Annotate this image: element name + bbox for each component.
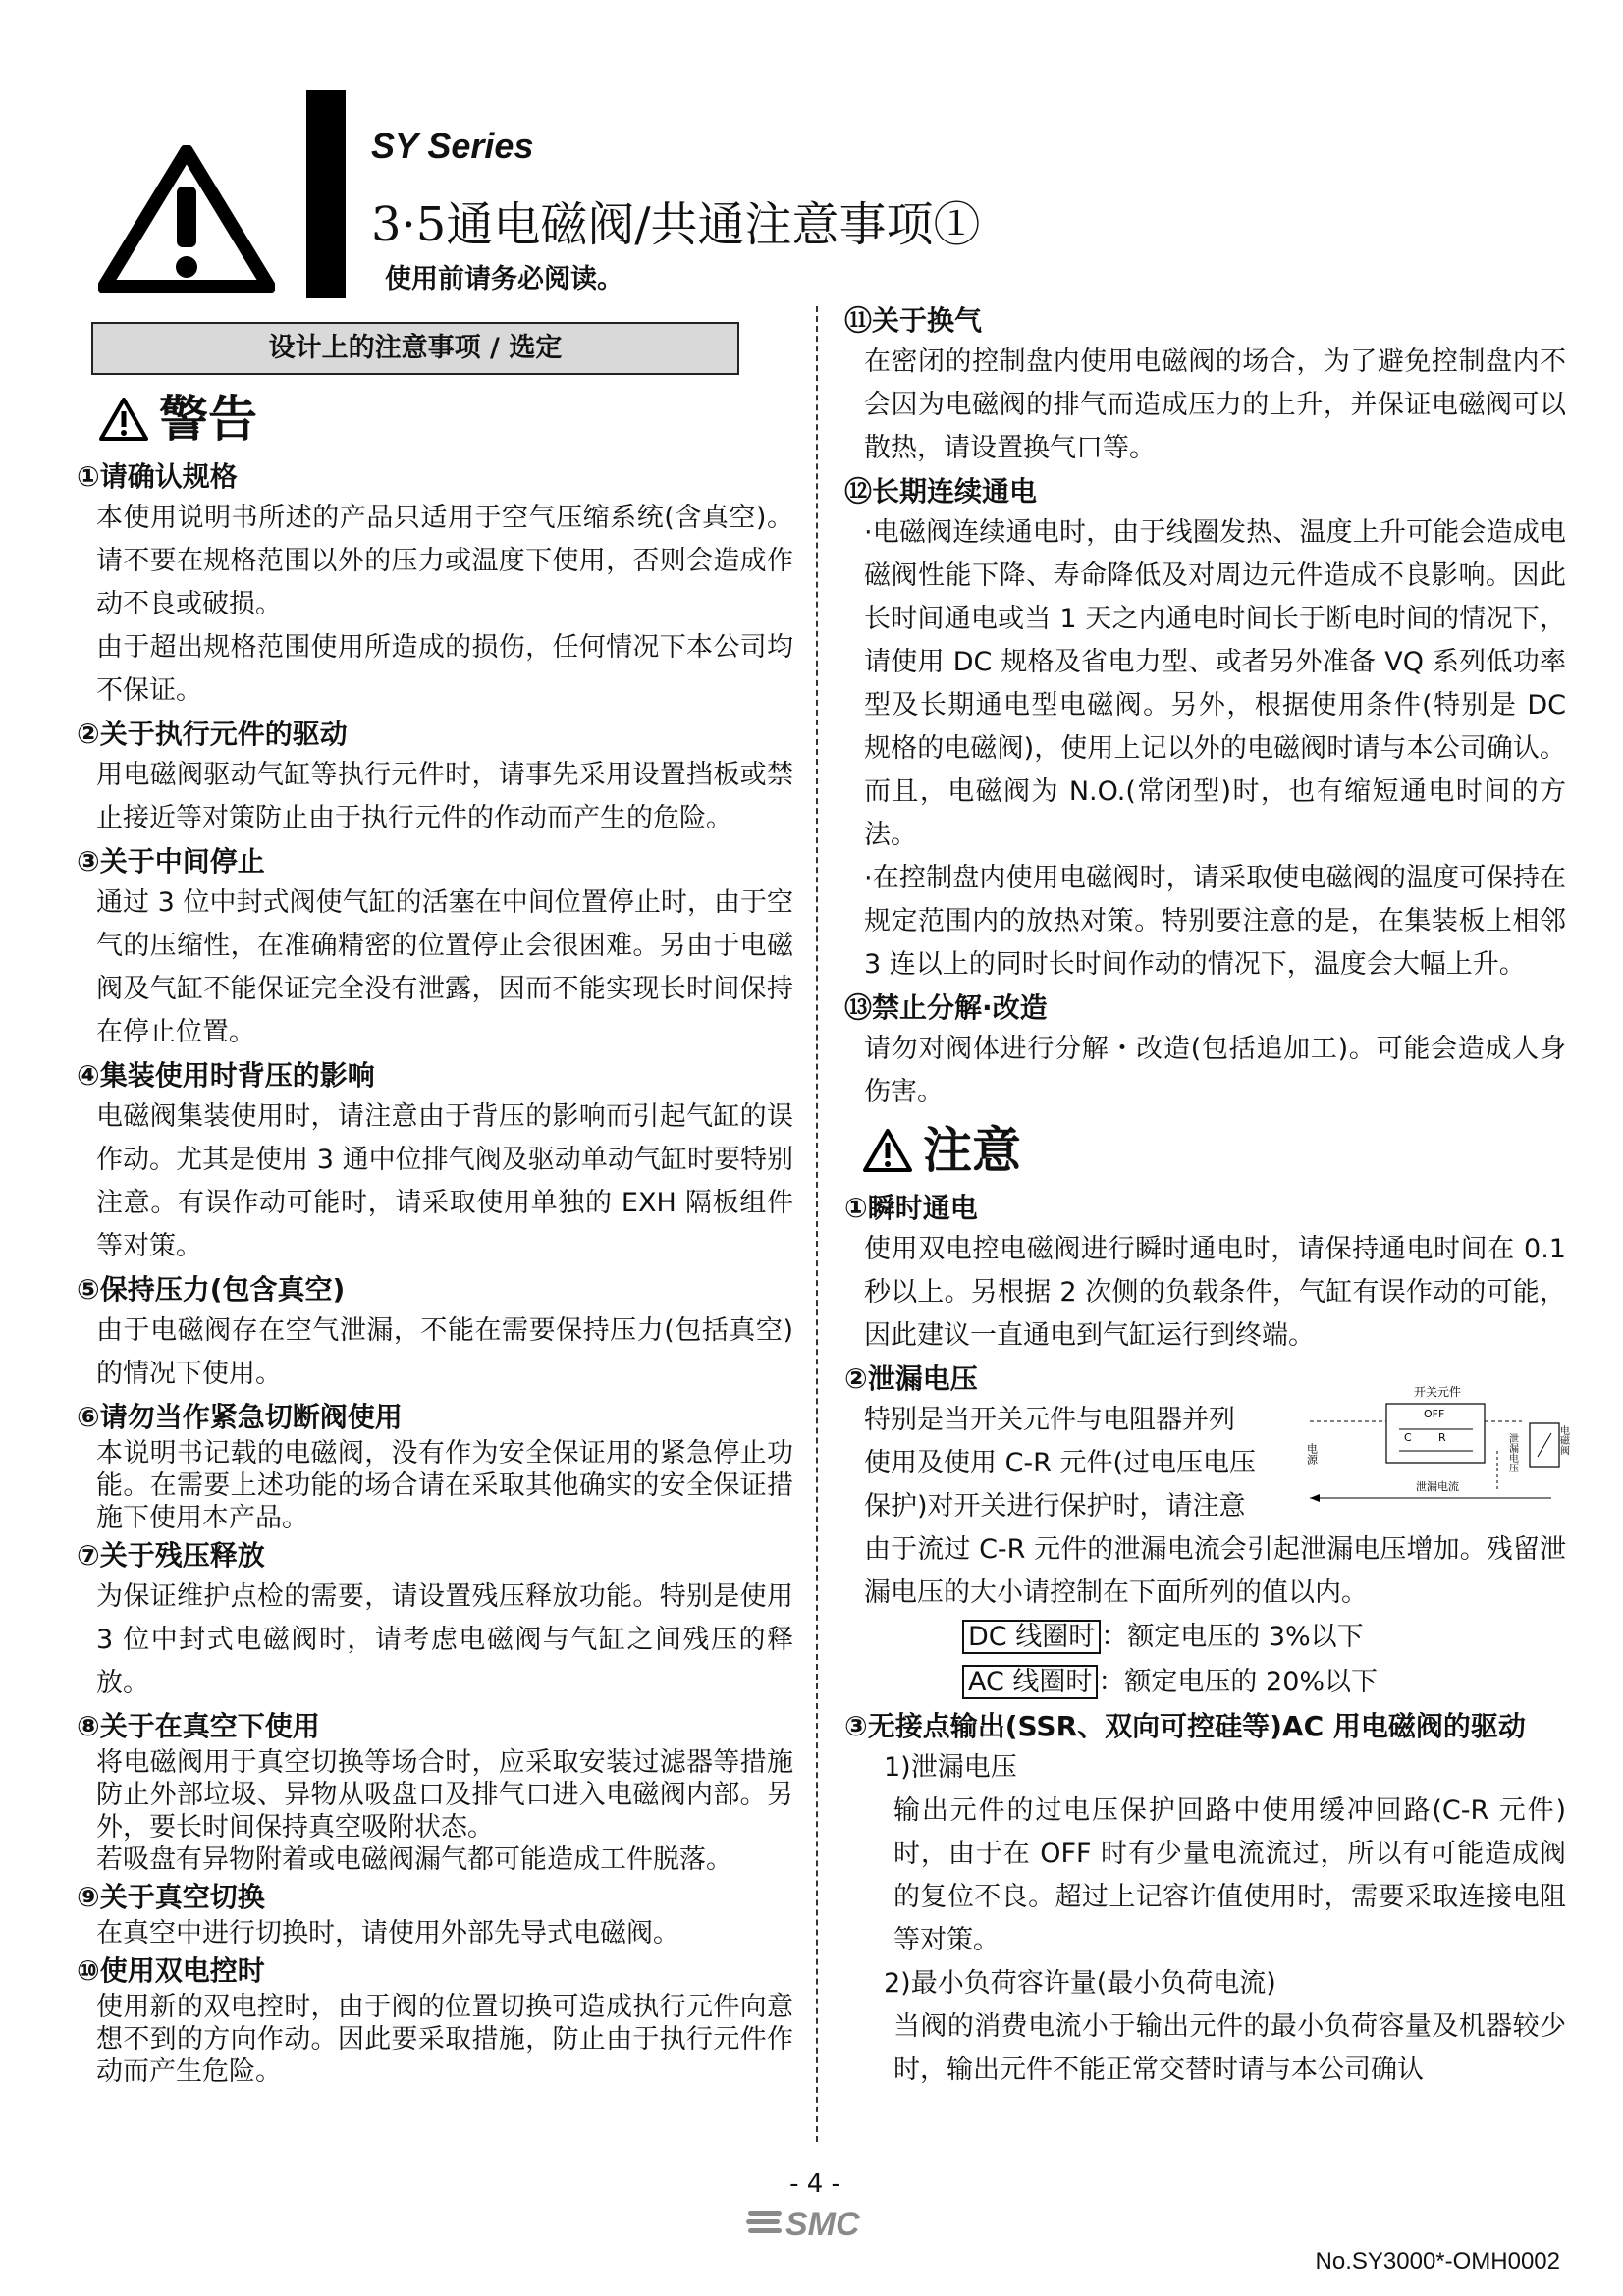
item-heading: ①瞬时通电 <box>844 1192 978 1224</box>
header-black-bar <box>306 90 346 298</box>
item-text: 将电磁阀用于真空切换等场合时，应采取安装过滤器等措施防止外部垃圾、异物从吸盘口及排气口进入电磁阀内部。另外，要长时间保持真空吸附状态。 <box>96 1747 793 1842</box>
item-text-line: 特别是当开关元件与电阻器并列 <box>864 1405 1235 1435</box>
item-text: 由于电磁阀存在空气泄漏，不能在需要保持压力(包括真空)的情况下使用。 <box>96 1315 793 1389</box>
warning-triangle-icon <box>98 145 275 293</box>
r-label: R <box>1438 1431 1446 1444</box>
item-heading: ⑧关于在真空下使用 <box>77 1710 320 1742</box>
caution-heading <box>862 1116 1566 1185</box>
page-number: - 4 - <box>789 2169 840 2199</box>
left-column <box>77 383 793 2088</box>
item-text: 本使用说明书所述的产品只适用于空气压缩系统(含真空)。请不要在规格范围以外的压力或温度下使用，否则会造成作动不良或破损。 <box>96 503 793 619</box>
item-heading: ⑨关于真空切换 <box>77 1881 265 1913</box>
column-divider <box>816 306 818 2142</box>
valve-label: 电磁阀 <box>1557 1425 1569 1455</box>
smc-logo-text: SMC <box>785 2206 860 2242</box>
item-text: 使用新的双电控时，由于阀的位置切换可造成执行元件向意想不到的方向作动。因此要采取措施，防止由于执行元件作动而产生危险。 <box>96 1992 793 2087</box>
item-heading: ⑪关于换气 <box>844 304 983 337</box>
item-text: 为保证维护点检的需要，请设置残压释放功能。特别是使用 3 位中封式电磁阀时，请考虑电磁阀与气缸之间残压的释放。 <box>96 1581 793 1698</box>
header-note: 使用前请务必阅读。 <box>385 264 623 294</box>
item-text-line: 使用及使用 C-R 元件(过电压电压 <box>864 1448 1257 1478</box>
leak-voltage-circuit-figure <box>1306 1382 1573 1525</box>
item-heading: ③无接点输出(SSR、双向可控硅等)AC 用电磁阀的驱动 <box>844 1710 1526 1742</box>
warning-icon <box>98 397 149 442</box>
dc-coil-value: ：额定电压的 3%以下 <box>1101 1622 1364 1652</box>
item-text: 请勿对阀体进行分解・改造(包括追加工)。可能会造成人身伤害。 <box>864 1034 1566 1107</box>
ac-coil-label: AC 线圈时 <box>962 1665 1098 1699</box>
page-title: 3·5通电磁阀/共通注意事项① <box>371 197 981 252</box>
off-label: OFF <box>1424 1408 1445 1420</box>
item-text: 当阀的消费电流小于输出元件的最小负荷容量及机器较少时，输出元件不能正常交替时请与本公司确认 <box>893 2011 1566 2085</box>
item-text: 用电磁阀驱动气缸等执行元件时，请事先采用设置挡板或禁止接近等对策防止由于执行元件的作动而产生的危险。 <box>96 760 793 833</box>
section-header: 设计上的注意事项 / 选定 <box>91 322 739 375</box>
item-heading: ①请确认规格 <box>77 460 238 493</box>
document-number: No.SY3000*-OMH0002 <box>1315 2248 1560 2274</box>
item-text-line: 保护)对开关进行保护时，请注意 <box>864 1491 1246 1522</box>
smc-logo <box>746 2203 884 2242</box>
item-text: 使用双电控电磁阀进行瞬时通电时，请保持通电时间在 0.1 秒以上。另根据 2 次侧的负载条件，气缸有误作动的可能，因此建议一直通电到气缸运行到终端。 <box>864 1234 1566 1351</box>
item-text: 在密闭的控制盘内使用电磁阀的场合，为了避免控制盘内不会因为电磁阀的排气而造成压力的上升，并保证电磁阀可以散热，请设置换气口等。 <box>864 347 1566 463</box>
warning-label: 警告 <box>159 391 257 448</box>
c-label: C <box>1404 1431 1412 1444</box>
leak-voltage-label: 泄漏电压 <box>1506 1433 1518 1472</box>
item-heading: ⑥请勿当作紧急切断阀使用 <box>77 1401 403 1433</box>
item-text: 由于流过 C-R 元件的泄漏电流会引起泄漏电压增加。残留泄漏电压的大小请控制在下面所列的值以内。 <box>864 1534 1566 1608</box>
dc-coil-limit <box>844 1615 1566 1660</box>
ac-coil-value: ：额定电压的 20%以下 <box>1098 1667 1379 1697</box>
item-heading: ⑬禁止分解·改造 <box>844 991 1048 1024</box>
item-text: ·在控制盘内使用电磁阀时，请采取使电磁阀的温度可保持在规定范围内的放热对策。特别要注意的是，在集装板上相邻 3 连以上的同时长时间作动的情况下，温度会大幅上升。 <box>864 863 1566 980</box>
sub-heading: 1)泄漏电压 <box>884 1752 1017 1783</box>
item-heading: ④集装使用时背压的影响 <box>77 1059 375 1092</box>
sub-heading: 2)最小负荷容许量(最小负荷电流) <box>884 1968 1276 1999</box>
item-heading: ②关于执行元件的驱动 <box>77 718 348 750</box>
item-text: 输出元件的过电压保护回路中使用缓冲回路(C-R 元件)时，由于在 OFF 时有少量电流流过，所以有可能造成阀的复位不良。超过上记容许值使用时，需要采取连接电阻等对策。 <box>893 1795 1566 1955</box>
dc-coil-label: DC 线圈时 <box>962 1620 1101 1654</box>
item-text: 本说明书记载的电磁阀，没有作为安全保证用的紧急停止功能。在需要上述功能的场合请在采取其他确实的安全保证措施下使用本产品。 <box>96 1438 793 1533</box>
item-heading: ②泄漏电压 <box>844 1362 978 1395</box>
caution-label: 注意 <box>923 1122 1021 1179</box>
ac-coil-limit <box>844 1660 1566 1705</box>
right-column <box>844 299 1566 2092</box>
item-text: 电磁阀集装使用时，请注意由于背压的影响而引起气缸的误作动。尤其是使用 3 通中位排气阀及驱动单动气缸时要特别注意。有误作动可能时，请采取使用单独的 EXH 隔板组件等对策。 <box>96 1101 793 1261</box>
item-text: 在真空中进行切换时，请使用外部先导式电磁阀。 <box>96 1918 679 1949</box>
warning-heading <box>98 385 793 454</box>
item-text: ·电磁阀连续通电时，由于线圈发热、温度上升可能会造成电磁阀性能下降、寿命降低及对周边元件造成不良影响。因此长时间通电或当 1 天之内通电时间长于断电时间的情况下，请使用 DC 规格及省电力型、或者另外准备 VQ 系列低功率型及长期通电型电磁阀。另外，根据使用条件(特别是 DC 规格的电磁阀)，使用上记以外的电磁阀时请与本公司确认。而且，电磁阀为 N.O.(常闭型)时，也有缩短通电时间的方法。 <box>864 517 1566 850</box>
leak-current-label: 泄漏电流 <box>1416 1480 1459 1493</box>
item-heading: ③关于中间停止 <box>77 845 265 878</box>
item-heading: ⑤保持压力(包含真空) <box>77 1273 346 1306</box>
series-title: SY Series <box>371 126 534 166</box>
item-heading: ⑦关于残压释放 <box>77 1539 265 1572</box>
item-text: 若吸盘有异物附着或电磁阀漏气都可能造成工件脱落。 <box>96 1844 732 1875</box>
switch-element-label: 开关元件 <box>1414 1385 1462 1399</box>
caution-icon <box>862 1128 913 1173</box>
item-heading: ⑫长期连续通电 <box>844 475 1038 507</box>
item-text: 通过 3 位中封式阀使气缸的活塞在中间位置停止时，由于空气的压缩性，在准确精密的位置停止会很困难。另由于电磁阀及气缸不能保证完全没有泄露，因而不能实现长时间保持在停止位置。 <box>96 887 793 1047</box>
item-text: 由于超出规格范围使用所造成的损伤，任何情况下本公司均不保证。 <box>96 632 793 706</box>
item-heading: ⑩使用双电控时 <box>77 1954 265 1987</box>
power-label: 电源 <box>1306 1443 1319 1465</box>
